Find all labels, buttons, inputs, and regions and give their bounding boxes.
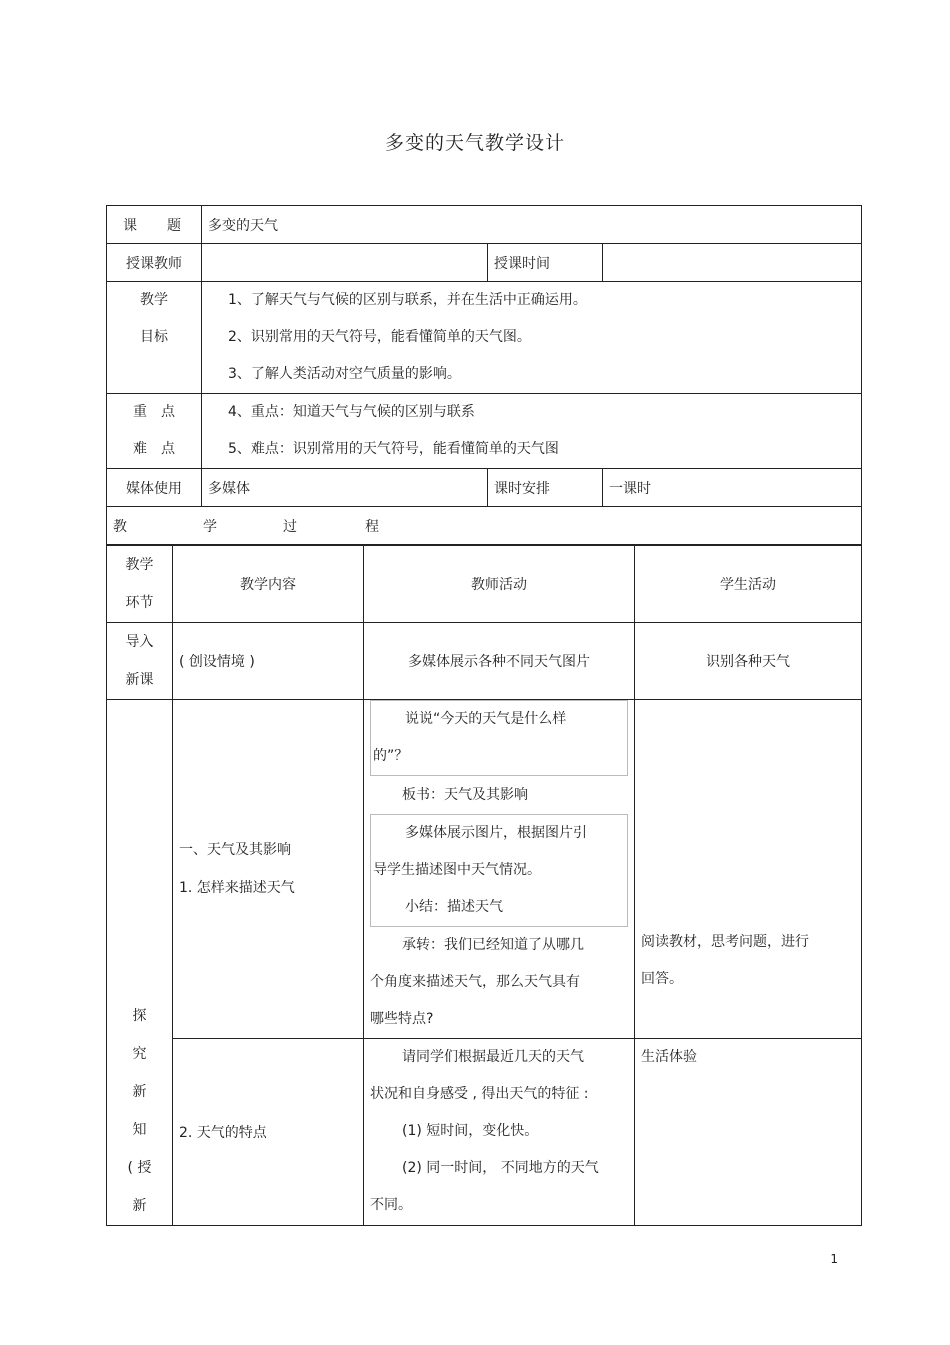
section2-teacher: 请同学们根据最近几天的天气 状况和自身感受 , 得出天气的特征 : (1) 短时间，变化快。 (2) 同一时间， 不同地方的天气 不同。 — [364, 1039, 635, 1226]
media-guide-box: 多媒体展示图片，根据图片引 导学生描述图中天气情况。 小结：描述天气 — [370, 814, 628, 927]
teacher-value — [202, 244, 488, 282]
intro-content: ( 创设情境 ) — [173, 623, 364, 700]
explore-row-2 — [107, 1039, 862, 1226]
hours-value: 一课时 — [603, 469, 862, 507]
section1-teacher: 说说“今天的天气是什么样 的”？ 板书：天气及其影响 多媒体展示图片，根据图片引 导学生描述图中天气情况。 小结：描述天气 承转：我们已经知道了从哪几 个角度来描述天气，那么天气具有 哪些特点? — [364, 700, 635, 1039]
keys-list — [202, 394, 862, 469]
page-number: 1 — [830, 1252, 838, 1266]
time-value — [603, 244, 862, 282]
course-label: 课 题 — [107, 206, 202, 244]
teacher-header: 教师活动 — [364, 546, 635, 623]
intro-stage: 导入 新课 — [107, 623, 173, 700]
time-label: 授课时间 — [488, 244, 603, 282]
keys-label: 重 点 难 点 — [107, 394, 202, 469]
section1-content: 一、天气及其影响 1. 怎样来描述天气 — [173, 700, 364, 1039]
process-header-row — [107, 546, 862, 623]
teacher-label: 授课教师 — [107, 244, 202, 282]
explore-row-1 — [107, 700, 862, 1039]
section2-student: 生活体验 — [635, 1039, 862, 1226]
teacher-row — [107, 244, 862, 282]
media-label: 媒体使用 — [107, 469, 202, 507]
goal-item: 3、了解人类活动对空气质量的影响。 — [228, 366, 461, 382]
hours-label: 课时安排 — [488, 469, 603, 507]
explore-stage: 探 究 新 知 ( 授 新 — [107, 700, 173, 1226]
goals-row — [107, 282, 862, 394]
goals-list — [202, 282, 862, 394]
media-value: 多媒体 — [202, 469, 488, 507]
lesson-info-table — [106, 205, 862, 545]
teaching-process-table — [106, 545, 862, 1226]
goal-item: 2、识别常用的天气符号，能看懂简单的天气图。 — [228, 329, 531, 345]
process-heading-row — [107, 507, 862, 545]
section1-student: 阅读教材，思考问题，进行 回答。 — [635, 700, 862, 1039]
board-note: 板书：天气及其影响 — [402, 787, 528, 803]
document-title: 多变的天气教学设计 — [384, 132, 565, 154]
content-header: 教学内容 — [173, 546, 364, 623]
course-row — [107, 206, 862, 244]
section2-content: 2. 天气的特点 — [173, 1039, 364, 1226]
goal-item: 1、了解天气与气候的区别与联系，并在生活中正确运用。 — [228, 292, 587, 308]
intro-student: 识别各种天气 — [635, 623, 862, 700]
intro-teacher: 多媒体展示各种不同天气图片 — [364, 623, 635, 700]
key-item: 5、难点：识别常用的天气符号，能看懂简单的天气图 — [228, 441, 559, 457]
stage-header: 教学 环节 — [107, 546, 173, 623]
key-item: 4、重点：知道天气与气候的区别与联系 — [228, 404, 475, 420]
discussion-box: 说说“今天的天气是什么样 的”？ — [370, 700, 628, 776]
goals-label: 教学 目标 — [107, 282, 202, 394]
media-row — [107, 469, 862, 507]
course-value: 多变的天气 — [202, 206, 862, 244]
intro-row — [107, 623, 862, 700]
student-header: 学生活动 — [635, 546, 862, 623]
keys-row — [107, 394, 862, 469]
process-heading: 教 学 过 程 — [107, 507, 862, 545]
